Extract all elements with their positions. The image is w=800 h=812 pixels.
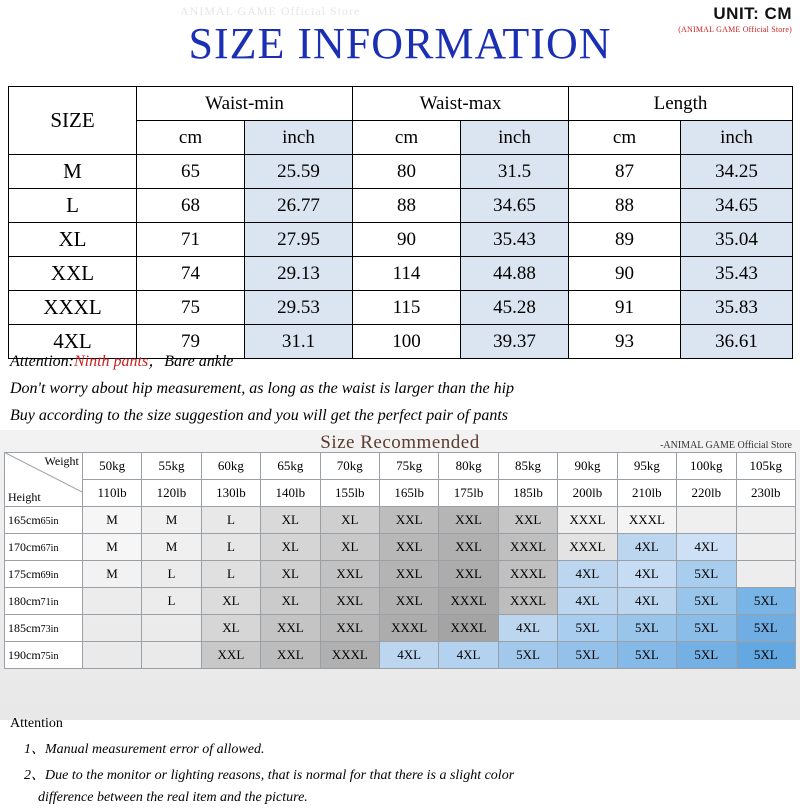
rec-cell: XXL [201,642,260,669]
rec-cell: XXXL [558,534,617,561]
axis-corner-cell [5,453,83,507]
row-size: M [9,155,137,189]
rec-cell: XL [261,507,320,534]
weight-kg-header: 55kg [142,453,201,480]
height-cm: 175cm [8,566,41,581]
table-row [9,223,793,257]
rec-cell: 5XL [677,642,736,669]
cell: 36.61 [681,325,793,359]
rec-cell [82,588,141,615]
rec-cell: M [82,507,141,534]
height-cm: 185cm [8,620,41,635]
bottom-attention-block [10,716,790,812]
cell: 31.5 [461,155,569,189]
rec-cell: 4XL [379,642,438,669]
unit-label: UNIT: CM [713,4,792,23]
header-waist-min: Waist-min [137,87,353,121]
cell: 90 [353,223,461,257]
height-cm: 190cm [8,647,41,662]
rec-cell: XXL [439,561,498,588]
cell: 65 [137,155,245,189]
rec-cell [736,561,796,588]
cell: 80 [353,155,461,189]
rec-cell: 5XL [558,615,617,642]
weight-lb-header: 220lb [677,480,736,507]
height-header [5,534,83,561]
rec-cell: 5XL [736,615,796,642]
weight-kg-header: 80kg [439,453,498,480]
rec-cell: XXL [261,642,320,669]
height-in: 75in [40,650,59,662]
rec-cell: XXL [379,561,438,588]
height-in: 69in [40,569,59,581]
height-header [5,507,83,534]
cell: 25.59 [245,155,353,189]
rec-cell: XL [320,534,379,561]
cell: 29.53 [245,291,353,325]
unit-sublabel: (ANIMAL GAME Official Store) [678,25,792,34]
height-in: 67in [40,542,59,554]
weight-lb-header: 140lb [261,480,320,507]
attention-note [10,348,790,371]
cell: 34.65 [681,189,793,223]
rec-cell [142,615,201,642]
rec-row [5,588,796,615]
bottom-attention-line-1: 1、Manual measurement error of allowed. [24,742,265,757]
notes-block [10,348,790,434]
rec-cell: XXXL [498,561,557,588]
height-header [5,642,83,669]
rec-cell: 5XL [677,615,736,642]
rec-cell: XXL [320,561,379,588]
rec-cell: 4XL [558,588,617,615]
table-header-row [9,87,793,121]
height-header [5,615,83,642]
weight-lb-header: 230lb [736,480,796,507]
rec-cell: XXXL [498,534,557,561]
header-size: SIZE [9,87,137,155]
weight-lb-header: 110lb [82,480,141,507]
height-cm: 170cm [8,539,41,554]
rec-cell: XXL [379,588,438,615]
rec-cell: XL [201,588,260,615]
page-title: SIZE INFORMATION [188,19,612,68]
rec-header-lb-row [5,480,796,507]
size-recommend-table [4,452,796,669]
rec-cell: XXXL [320,642,379,669]
size-information-table [8,86,793,359]
weight-kg-header: 95kg [617,453,676,480]
attention-highlight: Ninth pants [73,353,149,370]
weight-kg-header: 70kg [320,453,379,480]
cell: 91 [569,291,681,325]
weight-kg-header: 75kg [379,453,438,480]
weight-kg-header: 65kg [261,453,320,480]
rec-cell: L [142,561,201,588]
cell: 79 [137,325,245,359]
rec-cell: 4XL [558,561,617,588]
rec-cell [736,534,796,561]
subheader-cm-1: cm [137,121,245,155]
rec-cell [82,642,141,669]
bottom-attention-line-2: 2、Due to the monitor or lighting reasons, that is normal for that there is a slight color [24,768,515,783]
cell: 88 [569,189,681,223]
note-buy: Buy according to the size suggestion and you will get the perfect pair of pants [10,407,509,424]
rec-cell: XXL [379,534,438,561]
rec-cell: XL [261,534,320,561]
weight-lb-header: 210lb [617,480,676,507]
table-row [9,155,793,189]
cell: 26.77 [245,189,353,223]
rec-cell: XXL [498,507,557,534]
rec-cell: 4XL [498,615,557,642]
cell: 74 [137,257,245,291]
weight-kg-header: 100kg [677,453,736,480]
weight-lb-header: 165lb [379,480,438,507]
rec-cell: XXXL [439,588,498,615]
rec-cell: 4XL [677,534,736,561]
cell: 35.43 [681,257,793,291]
cell: 27.95 [245,223,353,257]
rec-cell: L [201,534,260,561]
rec-cell: 4XL [617,534,676,561]
height-cm: 165cm [8,512,41,527]
row-size: 4XL [9,325,137,359]
rec-cell: XXXL [379,615,438,642]
cell: 68 [137,189,245,223]
weight-lb-header: 185lb [498,480,557,507]
rec-cell [82,615,141,642]
cell: 45.28 [461,291,569,325]
cell: 44.88 [461,257,569,291]
attention-prefix: Attention: [10,353,74,370]
store-brand-label: -ANIMAL GAME Official Store [660,440,792,451]
cell: 71 [137,223,245,257]
weight-lb-header: 120lb [142,480,201,507]
rec-cell: XL [261,588,320,615]
rec-cell: XXXL [558,507,617,534]
bottom-attention-line-3: difference between the real item and the picture. [38,790,308,805]
rec-cell: 5XL [617,615,676,642]
rec-cell [677,507,736,534]
height-in: 71in [40,596,59,608]
rec-cell: XXL [320,588,379,615]
height-header [5,561,83,588]
rec-cell: XXXL [439,615,498,642]
rec-cell: XXL [439,507,498,534]
header-waist-max: Waist-max [353,87,569,121]
axis-label-weight: Weight [44,454,79,468]
weight-kg-header: 50kg [82,453,141,480]
rec-cell: M [82,561,141,588]
weight-kg-header: 105kg [736,453,796,480]
axis-label-height: Height [8,490,41,504]
cell: 34.25 [681,155,793,189]
note-hip: Don't worry about hip measurement, as long as the waist is larger than the hip [10,380,515,397]
cell: 34.65 [461,189,569,223]
rec-cell: 5XL [498,642,557,669]
rec-cell: XXL [439,534,498,561]
rec-cell: XXL [261,615,320,642]
rec-cell: XXL [320,615,379,642]
rec-cell: XXXL [498,588,557,615]
cell: 87 [569,155,681,189]
row-size: XXL [9,257,137,291]
rec-cell: XL [261,561,320,588]
attention-suffix: ，Bare ankle [148,353,234,370]
subheader-inch-1: inch [245,121,353,155]
rec-cell: 5XL [558,642,617,669]
cell: 100 [353,325,461,359]
rec-cell: 5XL [736,588,796,615]
rec-row [5,507,796,534]
subheader-cm-3: cm [569,121,681,155]
rec-cell: M [142,507,201,534]
weight-lb-header: 175lb [439,480,498,507]
weight-lb-header: 155lb [320,480,379,507]
height-in: 65in [40,515,59,527]
weight-lb-header: 200lb [558,480,617,507]
cell: 89 [569,223,681,257]
rec-cell: L [142,588,201,615]
cell: 35.43 [461,223,569,257]
rec-cell [142,642,201,669]
cell: 115 [353,291,461,325]
rec-cell: XXL [379,507,438,534]
rec-cell: XL [320,507,379,534]
cell: 35.04 [681,223,793,257]
cell: 90 [569,257,681,291]
cell: 29.13 [245,257,353,291]
table-row [9,257,793,291]
rec-cell: L [201,507,260,534]
rec-cell: 5XL [677,588,736,615]
rec-cell: 5XL [677,561,736,588]
weight-kg-header: 60kg [201,453,260,480]
weight-kg-header: 90kg [558,453,617,480]
height-cm: 180cm [8,593,41,608]
watermark-text: ANIMAL GAME Official Store [180,4,361,18]
size-recommend-title: Size Recommended [320,432,480,453]
cell: 35.83 [681,291,793,325]
height-in: 73in [40,623,59,635]
weight-lb-header: 130lb [201,480,260,507]
rec-header-kg-row [5,453,796,480]
bottom-attention-title: Attention [10,716,63,731]
header-length: Length [569,87,793,121]
table-row [9,189,793,223]
rec-cell: XXXL [617,507,676,534]
subheader-cm-2: cm [353,121,461,155]
cell: 93 [569,325,681,359]
rec-cell: M [82,534,141,561]
rec-cell: 4XL [617,561,676,588]
row-size: L [9,189,137,223]
rec-cell: XL [201,615,260,642]
cell: 114 [353,257,461,291]
rec-cell: 4XL [439,642,498,669]
row-size: XL [9,223,137,257]
rec-cell: 5XL [736,642,796,669]
height-header [5,588,83,615]
rec-cell: 4XL [617,588,676,615]
subheader-inch-3: inch [681,121,793,155]
rec-row [5,534,796,561]
rec-row [5,615,796,642]
rec-cell: L [201,561,260,588]
rec-cell: M [142,534,201,561]
table-row [9,291,793,325]
cell: 75 [137,291,245,325]
rec-cell [736,507,796,534]
cell: 39.37 [461,325,569,359]
rec-row [5,642,796,669]
rec-cell: 5XL [617,642,676,669]
cell: 88 [353,189,461,223]
cell: 31.1 [245,325,353,359]
subheader-inch-2: inch [461,121,569,155]
weight-kg-header: 85kg [498,453,557,480]
row-size: XXXL [9,291,137,325]
rec-row [5,561,796,588]
